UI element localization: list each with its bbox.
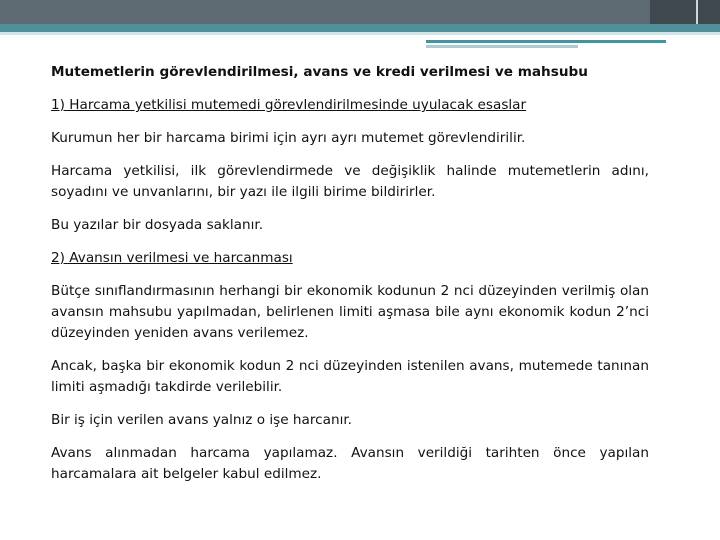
section-2-paragraph: Bütçe sınıflandırmasının herhangi bir ekonomik kodunun 2 nci düzeyinden verilmiş olan avansın mahsubu yapılmadan, belirlenen limiti aşmasa bile aynı ekonomik kodun 2’nci düzeyinden yeniden avans verilemez.	[51, 283, 649, 341]
header-corner-block-end	[698, 0, 720, 24]
header-stripe-light	[0, 32, 720, 35]
header-stripe	[0, 24, 720, 32]
section-2-paragraph: Avans alınmadan harcama yapılamaz. Avansın verildiği tarihten önce yapılan harcamalara ait belgeler kabul edilmez.	[51, 445, 649, 482]
section-1-heading: 1) Harcama yetkilisi mutemedi görevlendirilmesinde uyulacak esaslar	[51, 97, 527, 113]
section-2-paragraph: Ancak, başka bir ekonomik kodun 2 nci düzeyinden istenilen avans, mutemede tanınan limiti aşmadığı takdirde verilebilir.	[51, 358, 649, 395]
slide-content	[51, 62, 649, 497]
header-corner-block	[650, 0, 696, 24]
accent-bar-lower	[426, 45, 578, 48]
section-1-paragraph: Kurumun her bir harcama birimi için ayrı ayrı mutemet görevlendirilir.	[51, 130, 526, 146]
header-band	[0, 0, 720, 24]
accent-bar-upper	[426, 40, 666, 43]
section-1-paragraph: Bu yazılar bir dosyada saklanır.	[51, 217, 264, 233]
section-1-paragraph: Harcama yetkilisi, ilk görevlendirmede ve değişiklik halinde mutemetlerin adını, soyadını ve unvanlarını, bir yazı ile ilgili birime bildirirler.	[51, 163, 649, 200]
section-2-heading: 2) Avansın verilmesi ve harcanması	[51, 250, 293, 266]
section-2-paragraph: Bir iş için verilen avans yalnız o işe harcanır.	[51, 412, 353, 428]
slide-title: Mutemetlerin görevlendirilmesi, avans ve kredi verilmesi ve mahsubu	[51, 64, 588, 80]
